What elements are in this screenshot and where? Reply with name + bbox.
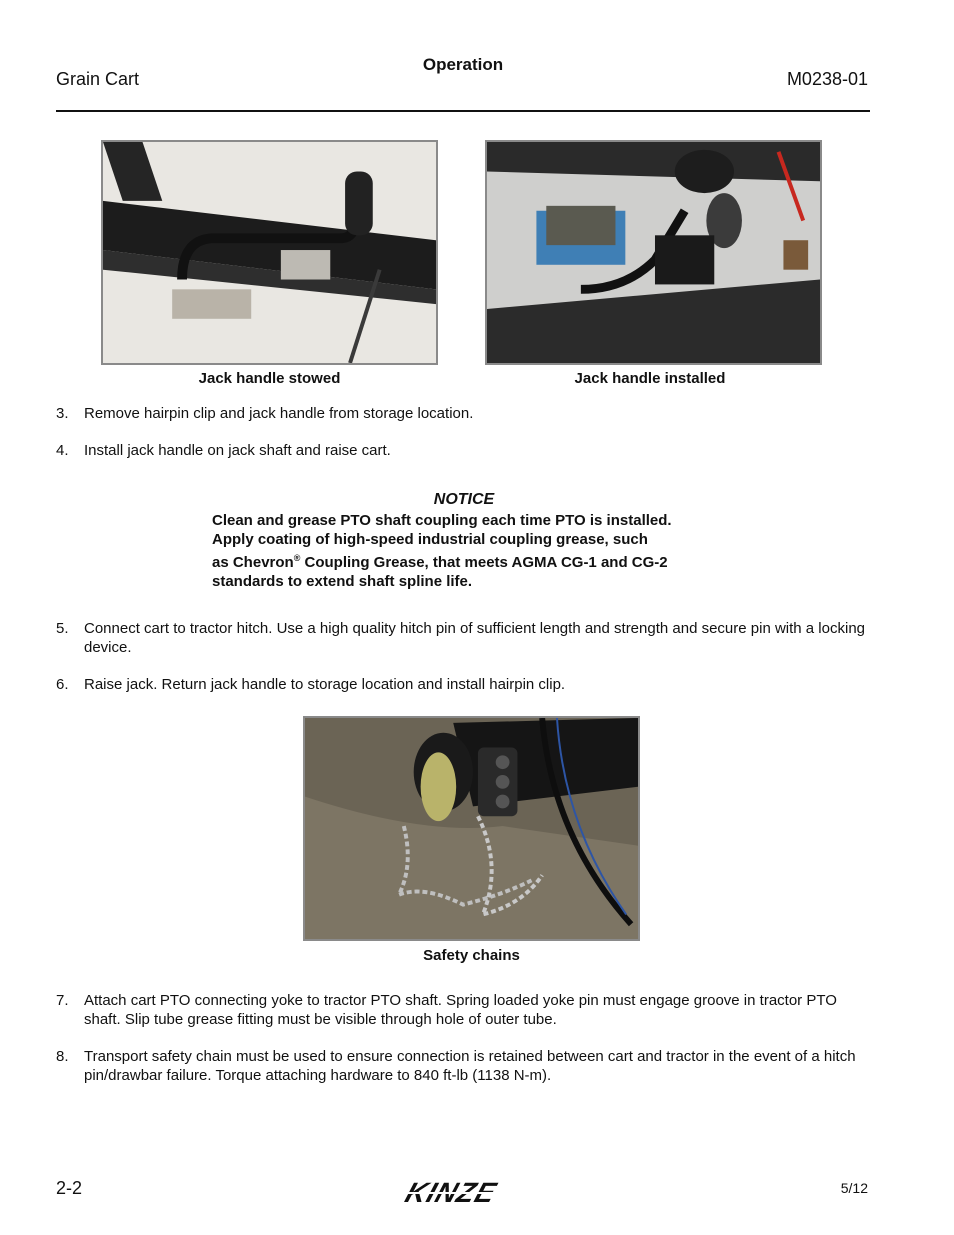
page-number: 2-2	[56, 1178, 83, 1198]
list-item	[56, 441, 870, 460]
registered-mark: ®	[293, 553, 301, 563]
figure-caption: Jack handle installed	[574, 370, 726, 387]
notice-line: as Chevron® Coupling Grease, that meets AGMA CG-1 and CG-2	[212, 553, 668, 571]
list-item-number: 7.	[56, 992, 69, 1009]
list-item	[56, 1047, 870, 1085]
list-item	[56, 675, 870, 694]
header-rule	[56, 110, 870, 112]
list-item	[56, 991, 870, 1029]
photo-jack-handle-stowed	[101, 140, 438, 365]
notice-title: NOTICE	[433, 491, 495, 508]
list-item-number: 5.	[56, 620, 69, 637]
list-item-text: Connect cart to tractor hitch. Use a high quality hitch pin of sufficient length and strength and secure pin with a locking device.	[84, 620, 866, 656]
list-item-text: Attach cart PTO connecting yoke to tractor PTO shaft. Spring loaded yoke pin must engage groove in tractor PTO shaft. Slip tube grease fitting must be visible through hole of outer tube.	[84, 992, 837, 1028]
svg-text:KINZE: KINZE	[402, 1177, 501, 1208]
list-item-text: Remove hairpin clip and jack handle from storage location.	[84, 405, 474, 422]
list-item-number: 3.	[56, 405, 69, 422]
list-item	[56, 404, 870, 423]
list-item-number: 8.	[56, 1048, 69, 1065]
figure-caption: Jack handle stowed	[198, 370, 341, 387]
revision-date: 5/12	[840, 1180, 868, 1196]
header-manual-number: M0238-01	[786, 69, 868, 89]
photo-jack-handle-installed	[485, 140, 822, 365]
notice-line: Clean and grease PTO shaft coupling each time PTO is installed.	[212, 512, 672, 529]
list-item-number: 4.	[56, 442, 69, 459]
list-item-text: Install jack handle on jack shaft and raise cart.	[84, 442, 391, 459]
notice-body	[212, 511, 732, 591]
list-item	[56, 619, 870, 657]
figure-caption: Safety chains	[423, 947, 520, 964]
list-item-text: Transport safety chain must be used to ensure connection is retained between cart and tractor in the event of a hitch pin/drawbar failure. Torque attaching hardware to 840 ft-lb (1138 N-m).	[84, 1048, 856, 1084]
photo-safety-chains	[303, 716, 640, 941]
header-product-name: Grain Cart	[56, 69, 140, 89]
kinze-logo	[402, 1176, 526, 1208]
header-section-title: Operation	[422, 55, 504, 74]
notice-line: standards to extend shaft spline life.	[212, 573, 473, 590]
list-item-text: Raise jack. Return jack handle to storage location and install hairpin clip.	[84, 676, 566, 693]
notice-line: Apply coating of high-speed industrial coupling grease, such	[212, 531, 648, 548]
list-item-number: 6.	[56, 676, 69, 693]
